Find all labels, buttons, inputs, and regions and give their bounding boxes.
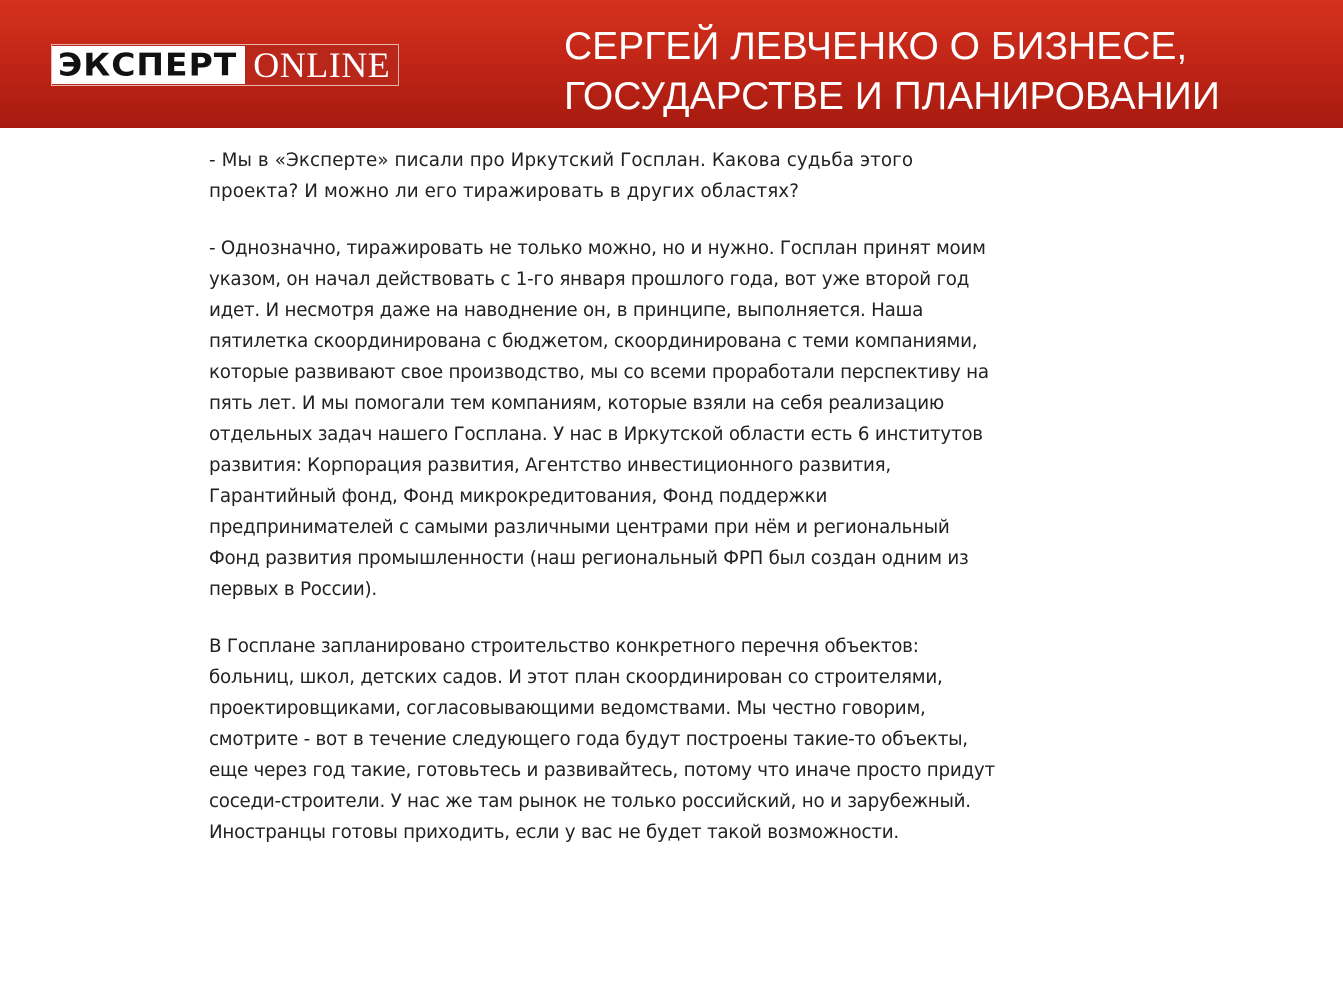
paragraph-line: проектировщиками, согласовывающими ведомствами. Мы честно говорим, [209, 698, 926, 719]
paragraph-line: еще через год такие, готовьтесь и развивайтесь, потому что иначе просто придут [209, 760, 995, 781]
paragraph-line: идет. И несмотря даже на наводнение он, в принципе, выполняется. Наша [209, 300, 924, 321]
paragraph-line: указом, он начал действовать с 1-го января прошлого года, вот уже второй год [209, 269, 970, 290]
expert-online-logo[interactable] [51, 44, 399, 86]
paragraph-line: первых в России). [209, 579, 377, 600]
paragraph-line: Фонд развития промышленности (наш региональный ФРП был создан одним из [209, 548, 969, 569]
article-body [209, 145, 1039, 874]
paragraph-line: - Однозначно, тиражировать не только можно, но и нужно. Госплан принят моим [209, 238, 986, 259]
paragraph-line: отдельных задач нашего Госплана. У нас в Иркутской области есть 6 институтов [209, 424, 983, 445]
question-line: - Мы в «Эксперте» писали про Иркутский Госплан. Какова судьба этого [209, 150, 914, 171]
interview-question [209, 145, 1039, 207]
paragraph-line: которые развивают свое производство, мы со всеми проработали перспективу на [209, 362, 989, 383]
paragraph-line: соседи-строители. У нас же там рынок не только российский, но и зарубежный. [209, 791, 971, 812]
answer-paragraph-1 [209, 233, 1039, 605]
paragraph-line: развития: Корпорация развития, Агентство инвестиционного развития, [209, 455, 891, 476]
paragraph-line: В Госплане запланировано строительство конкретного перечня объектов: [209, 636, 919, 657]
paragraph-line: Иностранцы готовы приходить, если у вас не будет такой возможности. [209, 822, 899, 843]
page-title-line-1: СЕРГЕЙ ЛЕВЧЕНКО О БИЗНЕСЕ, [564, 25, 1188, 68]
page-title-line-2: ГОСУДАРСТВЕ И ПЛАНИРОВАНИИ [564, 75, 1220, 118]
answer-paragraph-2 [209, 631, 1039, 848]
logo-online-text: ONLINE [253, 45, 391, 85]
logo-brand-text: ЭКСПЕРТ [52, 46, 245, 84]
paragraph-line: смотрите - вот в течение следующего года будут построены такие-то объекты, [209, 729, 968, 750]
header-banner [0, 0, 1343, 128]
paragraph-line: предпринимателей с самыми различными центрами при нём и региональный [209, 517, 950, 538]
paragraph-line: пятилетка скоординирована с бюджетом, скоординирована с теми компаниями, [209, 331, 978, 352]
paragraph-line: больниц, школ, детских садов. И этот план скоординирован со строителями, [209, 667, 943, 688]
question-line: проекта? И можно ли его тиражировать в других областях? [209, 181, 800, 202]
paragraph-line: Гарантийный фонд, Фонд микрокредитования, Фонд поддержки [209, 486, 828, 507]
paragraph-line: пять лет. И мы помогали тем компаниям, которые взяли на себя реализацию [209, 393, 945, 414]
page-title [564, 22, 1324, 122]
